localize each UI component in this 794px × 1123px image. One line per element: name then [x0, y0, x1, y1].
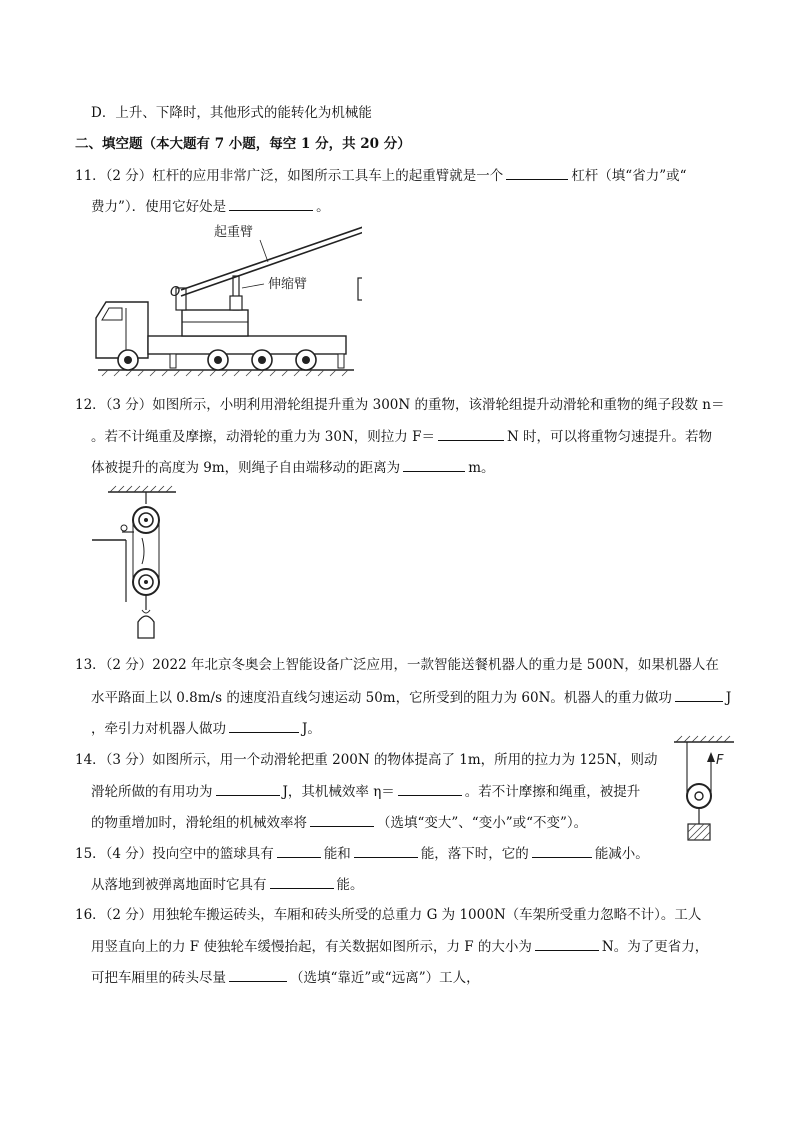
q14-blank-1[interactable]: [216, 782, 280, 796]
q16-text-c: N。为了更省力，: [601, 939, 709, 955]
movable-pulley-figure: [668, 734, 738, 846]
q14-text-f: （选填“变大”、“变小”或“不变”）。: [377, 815, 588, 831]
q13-text-a: 13．（2 分）2022 年北京冬奥会上智能设备广泛应用，一款智能送餐机器人的重力是 500N，如果机器人在: [75, 657, 719, 673]
label-pivot-o: O: [170, 285, 181, 300]
q15-text-d: 能减小。: [594, 846, 649, 862]
q13-line-2: [91, 688, 731, 707]
q13-blank-1[interactable]: [675, 688, 723, 702]
pulley-block-figure: [92, 482, 182, 642]
q13-line-1: [75, 656, 719, 674]
q14-blank-2[interactable]: [398, 782, 462, 796]
q15-line-2: [91, 875, 364, 894]
q16-text-a: 16．（2 分）用独轮车搬运砖头，车厢和砖头所受的总重力 G 为 1000N（车架所受重力忽略不计）。工人: [75, 907, 702, 923]
q11-line-2: [91, 197, 330, 216]
q15-blank-2[interactable]: [354, 844, 418, 858]
label-telescopic-arm: 伸缩臂: [268, 277, 308, 292]
q14-text-b: 滑轮所做的有用功为: [91, 784, 213, 800]
q12-line-3: [91, 458, 495, 477]
q16-text-d: 可把车厢里的砖头尽量: [91, 970, 226, 986]
q14-text-c: J，其机械效率 η＝: [282, 784, 395, 800]
q15-text-a: 15．（4 分）投向空中的篮球具有: [75, 846, 274, 862]
q15-blank-3[interactable]: [532, 844, 592, 858]
q15-text-f: 能。: [336, 877, 364, 893]
q14-blank-3[interactable]: [310, 813, 374, 827]
q15-text-c: 能，落下时，它的: [420, 846, 529, 862]
q12-text-a: 12．（3 分）如图所示，小明利用滑轮组提升重为 300N 的重物，该滑轮组提升动滑轮和重物的绳子段数 n＝: [75, 397, 725, 413]
q11-text-d: 。: [316, 199, 330, 215]
q13-text-d: ，牵引力对机器人做功: [91, 721, 226, 737]
section-title: 二、填空题（本大题有 7 小题，每空 1 分，共 20 分）: [75, 136, 411, 152]
q14-text-e: 的物重增加时，滑轮组的机械效率将: [91, 815, 307, 831]
q11-blank-2[interactable]: [229, 197, 313, 211]
q13-blank-2[interactable]: [229, 719, 299, 733]
q12-blank-3[interactable]: [403, 458, 465, 472]
q12-text-e: m。: [468, 460, 495, 476]
q13-line-3: [91, 719, 321, 738]
q15-blank-1[interactable]: [277, 844, 321, 858]
q15-line-1: [75, 844, 649, 863]
q14-line-3: [91, 813, 587, 832]
q12-text-c: N 时，可以将重物匀速提升。若物: [506, 429, 713, 445]
q16-line-1: [75, 906, 701, 924]
label-boom: 起重臂: [214, 225, 254, 240]
q16-line-3: [91, 968, 480, 987]
q11-blank-1[interactable]: [506, 166, 568, 180]
q11-text-b: 杠杆（填“省力”或“: [571, 168, 687, 184]
q11-line-1: [75, 166, 687, 185]
q12-text-b: 。若不计绳重及摩擦，动滑轮的重力为 30N，则拉力 F＝: [91, 429, 435, 445]
q11-text-c: 费力”）．使用它好处是: [91, 199, 227, 215]
q16-text-e: （选填“靠近”或“远离”）工人，: [290, 970, 480, 986]
q16-line-2: [91, 937, 708, 956]
q16-text-b: 用竖直向上的力 F 使独轮车缓慢抬起，有关数据如图所示，力 F 的大小为: [91, 939, 532, 955]
q15-text-b: 能和: [323, 846, 351, 862]
q13-text-e: J。: [302, 721, 321, 737]
q13-text-c: J: [725, 690, 732, 706]
q14-line-1: [75, 751, 658, 769]
label-force-f: F: [716, 753, 724, 768]
q14-text-a: 14．（3 分）如图所示，用一个动滑轮把重 200N 的物体提高了 1m，所用的拉力为 125N，则动: [75, 752, 658, 768]
q16-blank-1[interactable]: [535, 937, 599, 951]
q12-text-d: 体被提升的高度为 9m，则绳子自由端移动的距离为: [91, 460, 401, 476]
q14-text-d: 。若不计摩擦和绳重，被提升: [464, 784, 641, 800]
q12-line-1: [75, 396, 724, 414]
option-d: D．上升、下降时，其他形式的能转化为机械能: [91, 105, 372, 121]
q16-blank-2[interactable]: [229, 968, 287, 982]
q11-text-a: 11．（2 分）杠杆的应用非常广泛，如图所示工具车上的起重臂就是一个: [75, 168, 504, 184]
q12-blank-2[interactable]: [438, 427, 504, 441]
q13-text-b: 水平路面上以 0.8m/s 的速度沿直线匀速运动 50m，它所受到的阻力为 60N。机器人的重力做功: [91, 690, 672, 706]
q12-line-2: [91, 427, 712, 446]
crane-truck-figure: [92, 218, 362, 384]
q15-blank-4[interactable]: [270, 875, 334, 889]
q15-text-e: 从落地到被弹离地面时它具有: [91, 877, 267, 893]
q14-line-2: [91, 782, 640, 801]
